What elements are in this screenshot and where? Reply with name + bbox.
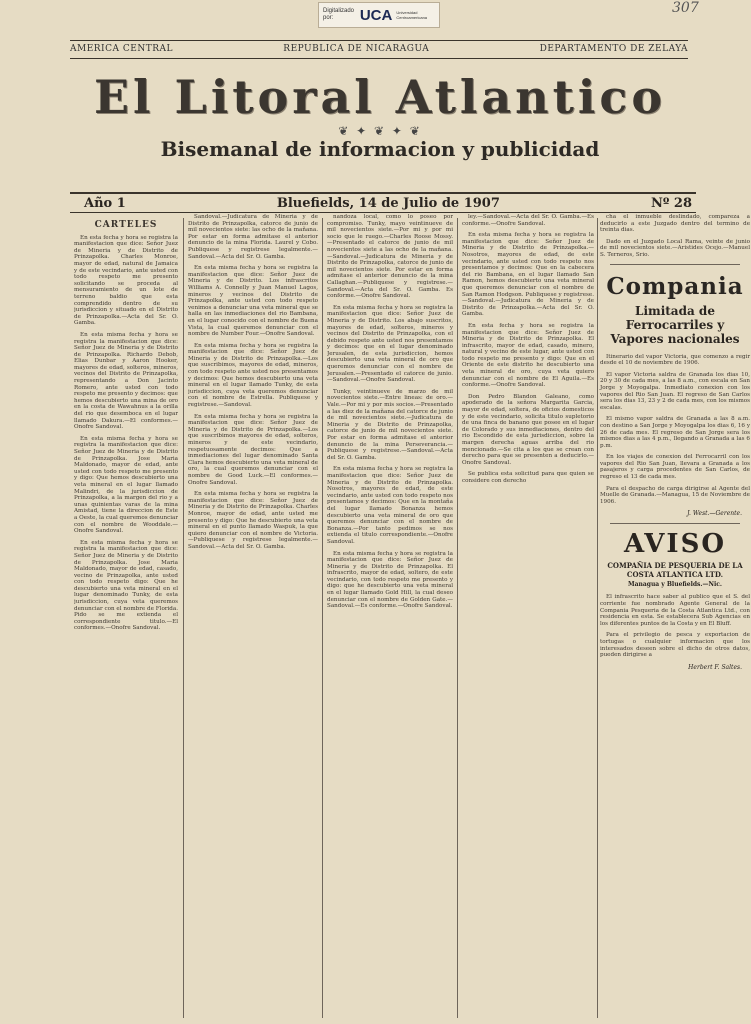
column-divider (597, 218, 598, 1018)
notice-block (600, 214, 750, 259)
column-divider (322, 218, 323, 1018)
masthead-right: DEPARTAMENTO DE ZELAYA (539, 44, 688, 54)
column-paragraph: En esta misma fecha y hora se registra la manifestacion que dice: Señor Juez de Mineria y de Distrito de Prinzapolka.—Nosotros, mayores de edad, de este vecindario, ante usted con todo respeto nos presentamos y decimos: Que en la cabecera del rio Bambana, en el lugar llamado San Ramon, hemos descubierto una veta mineral que queremos denunciar con el nombre de San Ramon Hodgson. Publiquese y registrese.—Sandoval.—Judicatura de Mineria y de Distrito de Prinzapolka.—Acta del Sr. O. Gamba. (462, 232, 594, 318)
masthead (70, 44, 688, 54)
stamp-brand: UCA (359, 6, 393, 24)
company-ad-body (600, 354, 750, 506)
stamp-label: Digitalizado por: (323, 8, 355, 21)
column-paragraph: En esta misma fecha y hora se registra la manifestacion que dice: Señor Juez de Mineria y de Distrito de Prinzapolka. Nosotros, mayores de edad, de este vecindario, ante usted con todo respeto nos presentamos y decimos: Que en la montaña del lugar llamado Bonanza hemos descubierto una veta mineral de oro que queremos denunciar con el nombre de Bonanza.—Por tanto pedimos se nos extienda el titulo correspondiente.—Onofre Sandoval. (327, 466, 453, 545)
top-rule (70, 40, 688, 41)
handwritten-number: 307 (672, 0, 699, 16)
aviso-title: AVISO (623, 529, 727, 560)
column-divider (183, 218, 184, 1018)
column-paragraph: En esta misma fecha y hora se registra la manifestacion que dice: Señor Juez de Mineria y de Distrito. Los abajo suscritos, mayores de edad, solteros, mineros y vecinos del Distrito de Prinzapolka, con el debido respeto ante usted nos presentamos y decimos: que en el lugar denominado Jerusalen, de esta jurisdiccion, hemos descubierto una veta mineral de oro que queremos denunciar con el nombre de Jerusalen.—Presentado el catorce de junio.—Sandoval.—Onofre Sandoval. (327, 304, 453, 384)
company-paragraph: El vapor Victoria saldra de Granada los dias 10, 20 y 30 de cada mes, a las 8 a.m., con escala en San Jorge y Moyogalpa. Inmediato conexion con los vapores del Rio San Juan. El regreso de San Carlos sera los dias 13, 23 y 2 de cada mes, con los mismos escalas. (600, 371, 750, 411)
column-paragraph: nandoza local, como lo poseo por compromiso. Tunky, mayo veintinueve de mil novecientos siete.—Por mi y por mi socio que le ruego.—Charles Roose Mossy.—Presentado el catorce de junio de mil novecientos siete a las ocho de la mañana.—Sandoval.—Judicatura de Mineria y de Distrito de Prinzapolka, catorce de junio de mil novecientos siete. Por estar en forma admitase el anterior denuncio de la mina Callaghan.—Publiquese y registrese.—Sandoval.—Acta del Sr. O. Gamba. Es conforme.—Onofre Sandoval. (327, 214, 453, 300)
digitization-stamp (318, 2, 440, 28)
column-paragraph: Sandoval.—Judicatura de Mineria y de Distrito de Prinzapolka, catorce de junio de mil novecientos siete: las ocho de la mañana. Por estar en forma admitase el anterior denuncio de la mina Florida. Laurel y Cobo. Publiquese y registrese legalmente.—Sandoval.—Acta del Sr. O. Gamba. (188, 214, 318, 260)
column-paragraph: ley.—Sandoval.—Acta del Sr. O. Gamba.—Es conforme.—Onofre Sandoval. (462, 214, 594, 227)
aviso-body (600, 594, 750, 658)
masthead-left: AMERICA CENTRAL (70, 44, 173, 54)
column-3 (327, 214, 453, 1020)
column-2 (188, 214, 318, 1020)
dateline-top-rule (70, 192, 696, 194)
column-paragraph: Tunky, veintinueve de marzo de mil novecientos siete.—Entre lineas: de oro.—Vale.—Por mi y por mis socios.—Presentado a las diez de la mañana del catorce de junio de mil novecientos siete.—Judicatura de Mineria y de Distrito de Prinzapolka, catorce de junio de mil novecientos siete. Por estar en forma admitase el anterior denuncio de la mina Perseverancia.—Publiquese y registrese.—Sandoval.—Acta del Sr. O. Gamba. (327, 388, 453, 461)
masthead-rule (70, 58, 688, 59)
aviso-paragraph: Para el privilegio de pesca y exportacion de tortugas o cualquier informacion que los interesados deseen sobre el dicho de otros datos, pueden dirigirse a (600, 632, 750, 659)
company-paragraph: En los viajes de conexion del Ferrocarril con los vapores del Rio San Juan, llevara a Granada a los pasajeros y carga procedentes de San Carlos, de regreso el 13 de cada mes. (600, 454, 750, 481)
column-paragraph: En esta misma fecha y hora se registra la manifestacion que dice: Señor Juez de Mineria y de Distrito de Prinzapolka.—Los que suscribimos mayores de edad, solteros, mineros y de este vecindario, respetuosamente decimos: Que a inmediaciones del lugar denominado Santa Clara hemos descubierto una veta mineral de oro, la cual queremos denunciar con el nombre de Good Luck.—El conformes.—Onofre Sandoval. (188, 413, 318, 486)
notice-paragraph: Dado en el Juzgado Local Rama, veinte de junio de mil novecientos siete.—Aristides Ocejo.—Manuel S. Terneros, Srio. (600, 238, 750, 258)
company-paragraph: Itinerario del vapor Victoria, que comenzo a regir desde el 10 de noviembre de 1906. (600, 353, 750, 367)
column-divider (457, 218, 458, 1018)
stamp-sub: Universidad Centroamericana (396, 10, 428, 20)
notice-paragraph: cha el inmueble deslindado, compareza a deducirlo a este Juzgado dentro del termino de treinta dias. (600, 214, 750, 234)
masthead-center: REPUBLICA DE NICARAGUA (283, 44, 430, 54)
newspaper-subtitle: Bisemanal de informacion y publicidad (160, 137, 600, 161)
column-paragraph: En esta misma fecha y hora se registra la manifestacion que dice: Señor Juez de Mineria y de Distrito de Prinzapolka.—Los que suscribimos, mayores de edad, mineros, con todo respeto ante usted nos presentamos y decimos: Que hemos descubierto una veta mineral en el lugar llamado Tunky, de esta jurisdiccion, cuya veta queremos denunciar con el nombre de Estrella. Publiquese y registrese.—Sandoval. (188, 342, 318, 409)
dateline-bottom-rule (70, 212, 696, 213)
ad-divider (610, 523, 740, 524)
company-paragraph: El mismo vapor saldra de Granada a las 8 a.m. con destino a San Jorge y Moyogalpa los dias 6, 16 y 26 de cada mes. El regreso de San Jorge sera los mismos dias a las 4 p.m., llegando a Granada a las 6 p.m. (600, 416, 750, 449)
column-4 (462, 214, 594, 1020)
year-label: Año 1 (84, 196, 126, 211)
column-paragraph: En esta misma fecha y hora se registra la manifestacion que dice: Señor Juez de Mineria y de Distrito de Prinzapolka. Jose Maria Maldonado, mayor de edad, casado, vecino de Prinzapolka, ante usted con todo respeto digo: Que he descubierto una veta mineral en el lugar denominado Tunky, de esta jurisdiccion, cuya veta queremos denunciar con el nombre de Florida. Pido se me extienda el correspondiente titulo.—El conformes.—Onofre Sandoval. (74, 539, 178, 632)
advertisement-column (600, 214, 750, 677)
dateline (84, 196, 692, 211)
company-signature: J. West.—Gerente. (687, 510, 742, 518)
place-date: Bluefields, 14 de Julio de 1907 (276, 196, 500, 211)
column-paragraph: Se publica esta solicitud para que quien se considere con derecho (462, 471, 594, 484)
aviso-place: Managua y Bluefields.—Nic. (627, 581, 723, 589)
column-paragraph: En esta misma fecha y hora se registra la manifestacion que dice: Señor Juez de Mineria y de Distrito de Prinzapolka. El infrascrito, mayor de edad, soltero, de este vecindario, con todo respeto me presento y digo: que he descubierto una veta mineral en el lugar llamado Gold Hill, la cual deseo denunciar con el nombre de Golden Gate.—Sandoval.—Es conforme.—Onofre Sandoval. (327, 550, 453, 610)
column-paragraph: En esta misma fecha y hora se registra la manifestacion que dice: Señor Juez de Mineria y de Distrito de Prinzapolka. Jose Maria Maldonado, mayor de edad, ante usted con todo respeto me presento y digo: Que hemos descubierto una veta mineral en el lugar llamado Malindri, de la jurisdiccion de Prinzapolka, a la margen del rio y a unas quinientas varas de la mina Amistad, tiene la direccion de Este a Oeste, la cual queremos denunciar con el nombre de Wooddale.—Onofre Sandoval. (74, 435, 178, 535)
column-paragraph: En esta fecha y hora se registra la manifestacion que dice: Señor Juez de Mineria y de Distrito de Prinzapolka. El infrascrito, mayor de edad, casado, minero, natural y vecino de este lugar, ante usted con todo respeto me presento y digo: Que en el Oriente de este distrito he descubierto una veta mineral de oro, cuya veta quiero denunciar con el nombre de El Aguila.—Es conforme.—Onofre Sandoval. (462, 322, 594, 389)
section-heading: CARTELES (94, 220, 158, 230)
company-subtitle: Limitada de Ferrocarriles y Vapores nacionales (610, 303, 740, 346)
column-1 (74, 214, 178, 1020)
aviso-signature: Herbert F. Saltes. (688, 663, 742, 671)
company-title: Compania (606, 272, 744, 300)
column-paragraph: En esta fecha y hora se registra la manifestacion que dice: Señor Juez de Mineria y de Distrito de Prinzapolka. Charles Monroe, mayor de edad, natural de Jamaica y de este vecindario, ante usted con todo respeto me presento solicitando se proceda al mensuramiento de un lote de terreno baldio que esta comprendido dentro de su jurisdiccion y situado en el Distrito de Prinzapolka.—Acta del Sr. O. Gamba. (74, 234, 178, 327)
aviso-company: COMPAÑIA DE PESQUERIA DE LA COSTA ATLANTICA LTD. (607, 561, 743, 580)
aviso-paragraph: El infrascrito hace saber al publico que el S. del corriente fue nombrado Agente General de la Compania Pesqueria de la Costa Atlantica Ltd., con residencia en esta. Se establecera Sub Agencias en los diferentes puntos de la Costa y en El Bluff. (600, 594, 750, 627)
ornament-divider: ❦ ✦ ❦ ✦ ❦ (338, 124, 422, 138)
ad-divider (610, 264, 740, 265)
column-paragraph: Don Pedro Blandon Galeano, como apoderado de la señora Margarita Garcia, mayor de edad, soltera, de oficios domesticos y de este vecindario, solicita titulo supletorio de una finca de banano que posee en el lugar de Colorado y sus inmediaciones, dentro del rio Escondido de esta jurisdiccion, sobre la margen derecha aguas arriba del rio mencionado.—Se cita a los que se crean con derecho para que se presenten a deducirlo.—Onofre Sandoval. (462, 393, 594, 466)
column-paragraph: En esta misma fecha y hora se registra la manifestacion que dice: Señor Juez de Mineria y de Distrito de Prinzapolka. Richardo Debob, Elias Dunbar y Aaron Hooker, mayores de edad, solteros, mineros, vecinos del Distrito de Prinzapolka, representando a Don Jacinto Romero, ante usted con todo respeto me presento y decimos: que hemos descubierto una mina de oro en la costa de Wawahnus a la orilla del rio que desemboca en el lugar llamado Dakura.—El conformes.—Onofre Sandoval. (74, 331, 178, 431)
newspaper-title: El Litoral Atlantico (93, 70, 667, 124)
column-paragraph: En esta misma fecha y hora se registra la manifestacion que dice: Señor Juez de Mineria y de Distrito de Prinzapolka. Charles Monroe, mayor de edad, ante usted me presento y digo: Que he descubierto una veta mineral en el punto llamado Waspuk, la que quiero denunciar con el nombre de Victoria.—Publiquese y registrese legalmente.—Sandoval.—Acta del Sr. O. Gamba. (188, 491, 318, 550)
company-paragraph: Para el despacho de carga dirigirse al Agente del Muelle de Granada.—Managua, 15 de Noviembre de 1906. (600, 485, 750, 505)
column-paragraph: En esta misma fecha y hora se registra la manifestacion que dice: Señor Juez de Mineria y de Distrito. Los infrascritos Williams A. Connelly y Juan Manuel Lagos, mineros y vecinos del Distrito de Prinzapolka, ante usted con todo respeto venimos a denunciar una veta mineral que se halla en las inmediaciones del rio Bambana, en el lugar conocido con el nombre de Buena Vista, la cual queremos denunciar con el nombre de Number Four.—Onofre Sandoval. (188, 265, 318, 338)
issue-number: Nº 28 (651, 196, 692, 211)
